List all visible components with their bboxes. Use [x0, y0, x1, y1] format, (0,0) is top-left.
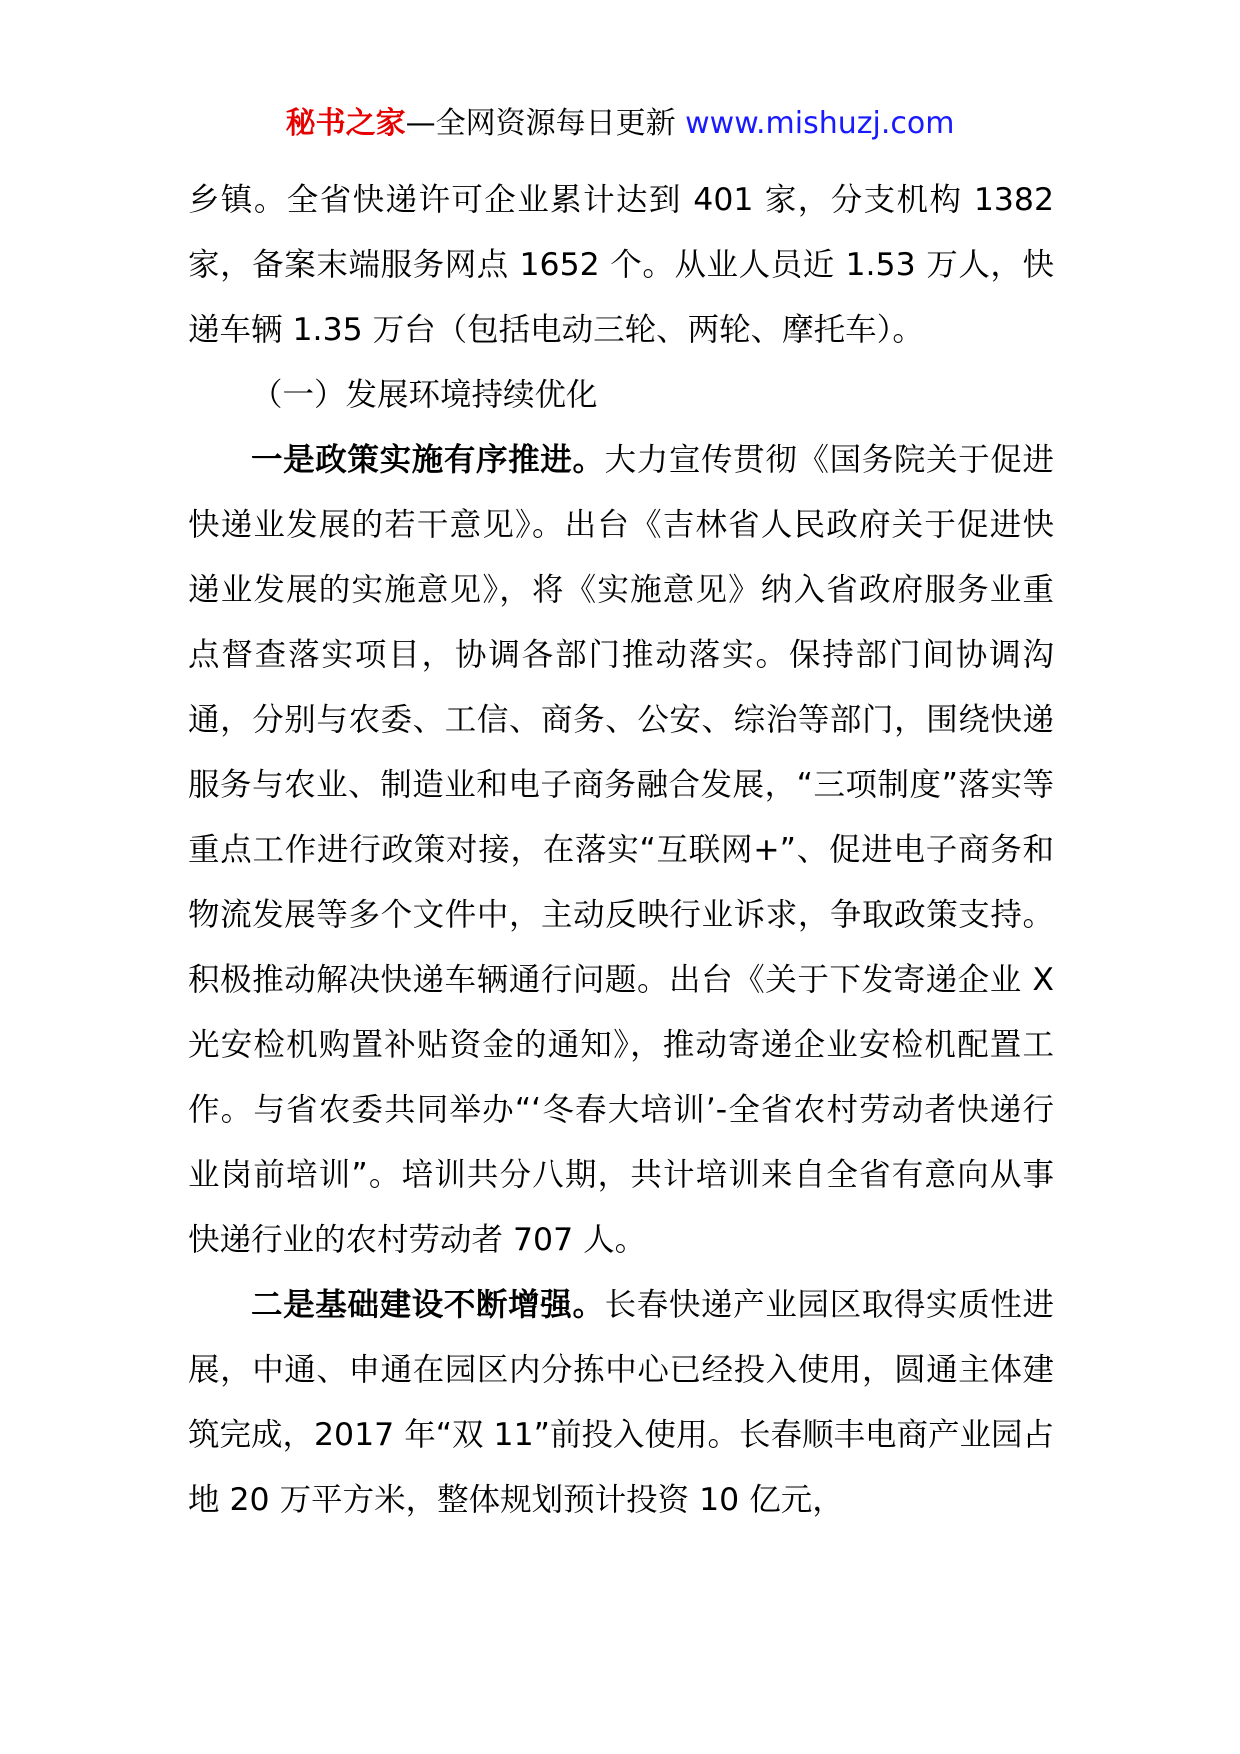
paragraph-policy — [188, 428, 1054, 1273]
intro-paragraph: 乡镇。全省快递许可企业累计达到 401 家，分支机构 1382 家，备案末端服务网点 1652 个。从业人员近 1.53 万人，快递车辆 1.35 万台（包括电动三轮、两轮、摩托车）。 — [188, 182, 1054, 348]
paragraph-lead: 一是政策实施有序推进。 — [251, 442, 605, 478]
paragraph-text: 长春快递产业园区取得实质性进展，中通、申通在园区内分拣中心已经投入使用，圆通主体建筑完成，2017 年“双 11”前投入使用。长春顺丰电商产业园占地 20 万平方米，整体规划预计投资 10 亿元， — [188, 1287, 1054, 1518]
site-url-link[interactable]: www.mishuzj.com — [685, 106, 955, 141]
brand-name: 秘书之家 — [285, 106, 406, 141]
paragraph-lead: 二是基础建设不断增强。 — [251, 1287, 605, 1323]
paragraph-infrastructure — [188, 1273, 1054, 1533]
section-heading: （一）发展环境持续优化 — [251, 377, 598, 413]
page-header — [0, 104, 1240, 144]
header-tagline: —全网资源每日更新 — [405, 106, 686, 141]
document-body — [188, 168, 1054, 1533]
paragraph-text: 大力宣传贯彻《国务院关于促进快递业发展的若干意见》。出台《吉林省人民政府关于促进快递业发展的实施意见》，将《实施意见》纳入省政府服务业重点督查落实项目，协调各部门推动落实。保持部门间协调沟通，分别与农委、工信、商务、公安、综治等部门，围绕快递服务与农业、制造业和电子商务融合发展，“三项制度”落实等重点工作进行政策对接，在落实“互联网+”、促进电子商务和物流发展等多个文件中，主动反映行业诉求，争取政策支持。积极推动解决快递车辆通行问题。出台《关于下发寄递企业 X 光安检机购置补贴资金的通知》，推动寄递企业安检机配置工作。与省农委共同举办“‘冬春大培训’-全省农村劳动者快递行业岗前培训”。培训共分八期，共计培训来自全省有意向从事快递行业的农村劳动者 707 人。 — [188, 442, 1054, 1258]
